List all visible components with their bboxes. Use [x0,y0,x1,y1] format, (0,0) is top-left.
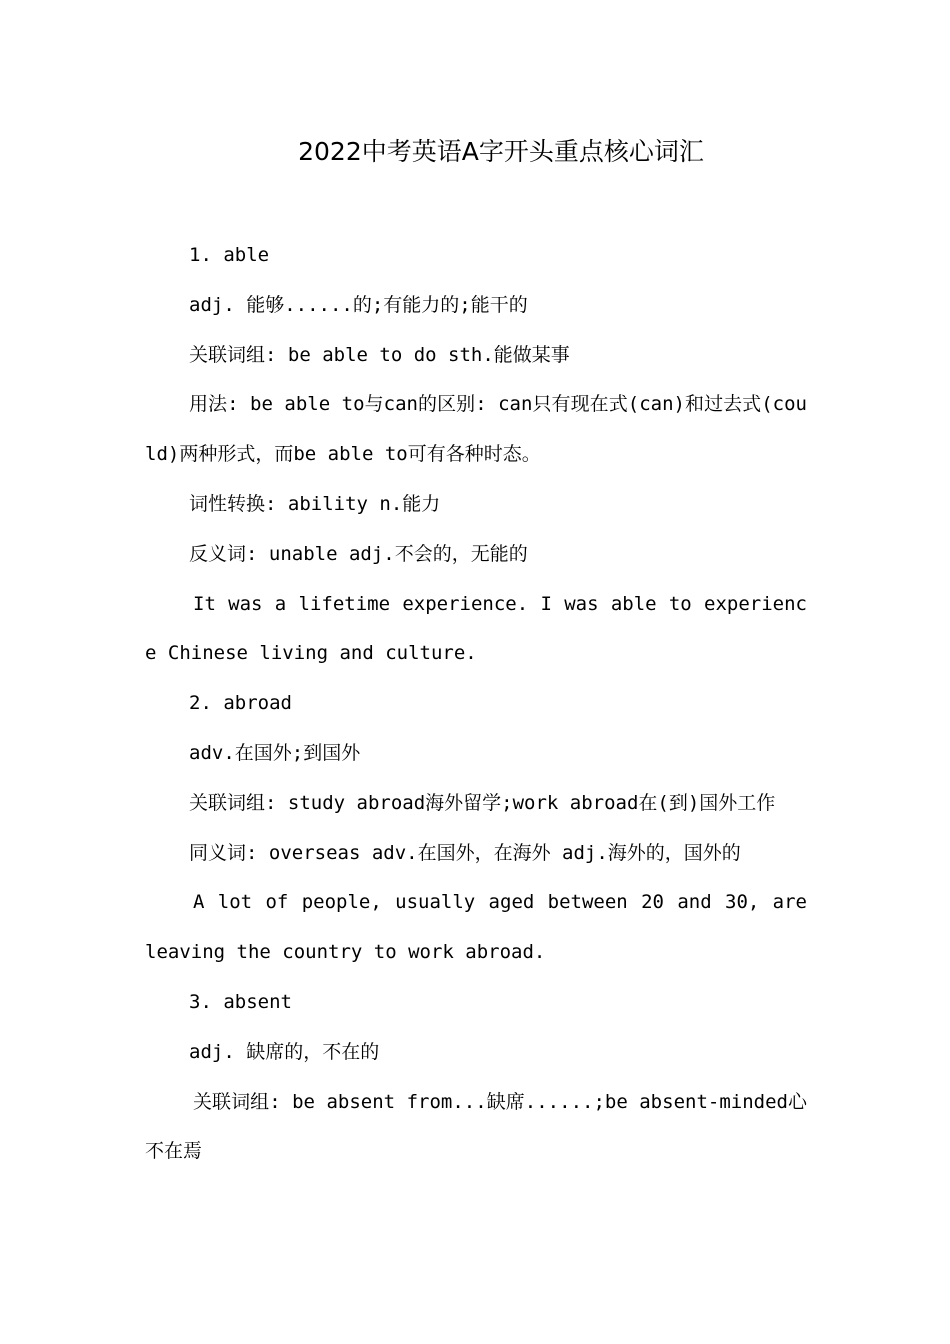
definition-line: adj. 能够......的;有能力的;能干的 [189,293,528,316]
word-form: 词性转换: ability n.能力 [189,492,441,515]
related-phrases: 关联词组: study abroad海外留学;work abroad在(到)国外工作 [189,791,776,814]
example-sentence: It was a lifetime experience. I was able to experience Chinese living and culture. [145,592,807,665]
synonym: 同义词: overseas adv.在国外，在海外 adj.海外的，国外的 [189,841,741,864]
definition-line: adv.在国外;到国外 [189,741,361,764]
related-phrases: 关联词组: be able to do sth.能做某事 [189,343,570,366]
document-title: 2022中考英语A字开头重点核心词汇 [298,137,704,166]
example-sentence: A lot of people, usually aged between 20 and 30, are leaving the country to work abroad. [145,891,807,964]
entry-heading-abroad: 2. abroad [189,692,292,715]
related-phrases: 关联词组: be absent from...缺席......;be absent-minded心不在焉 [145,1090,807,1163]
definition-line: adj. 缺席的，不在的 [189,1040,380,1063]
entry-heading-able: 1. able [189,244,270,266]
document-body [145,231,807,1177]
entry-heading-absent: 3. absent [189,990,292,1013]
usage-note: 用法: be able to与can的区别: can只有现在式(can)和过去式(could)两种形式，而be able to可有各种时态。 [145,393,807,466]
antonym: 反义词: unable adj.不会的，无能的 [189,542,528,565]
